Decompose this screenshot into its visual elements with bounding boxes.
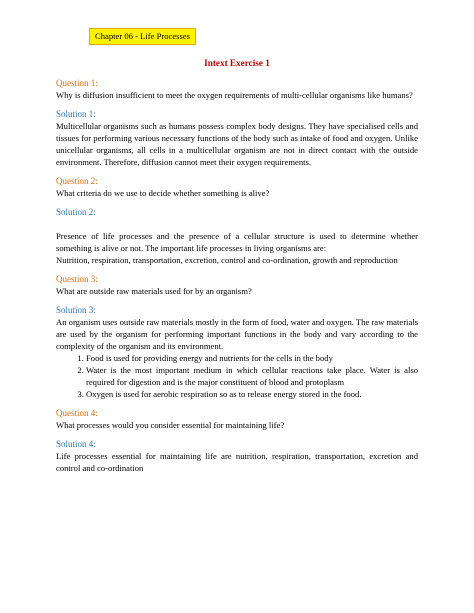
solution-2-text: Presence of life processes and the presence of a cellular structure is used to determine whether something is alive or not. The important life processes in living organisms are: xyxy=(56,231,418,253)
solution-3-text: An organism uses outside raw materials mostly in the form of food, water and oxygen. The raw materials are used by the organism for performing important functions in the body and vary according to the complexity of the organism and its environment. xyxy=(56,317,418,351)
question-2-text: What criteria do we use to decide whether something is alive? xyxy=(56,188,270,198)
question-1-text: Why is diffusion insufficient to meet the oxygen requirements of multi-cellular organisms like humans? xyxy=(56,90,413,100)
solution-1-text: Multicellular organisms such as humans possess complex body designs. They have specialised cells and tissues for performing various necessary functions of the body such as intake of food and oxygen. Unlike unicellular organisms, all cells in a multicellular organism are not in direct contact with the outside environment. Therefore, diffusion cannot meet their oxygen requirements. xyxy=(56,121,418,167)
chapter-label: Chapter 06 - Life Processes xyxy=(89,28,196,45)
solution-3-list xyxy=(56,352,418,400)
exercise-title: Intext Exercise 1 xyxy=(204,58,270,68)
list-item: 2. Water is the most important medium in which cellular reactions take place. Water is also required for digestion and is the major constituent of blood and protoplasm xyxy=(86,364,418,388)
spacer xyxy=(56,218,418,230)
list-item: 1. Food is used for providing energy and nutrients for the cells in the body xyxy=(86,352,418,364)
question-3-label: Question 3: xyxy=(56,274,98,284)
question-4-text: What processes would you consider essential for maintaining life? xyxy=(56,420,285,430)
solution-4-label: Solution 4: xyxy=(56,439,96,449)
question-4-label: Question 4: xyxy=(56,408,98,418)
question-1-label: Question 1: xyxy=(56,78,98,88)
solution-2-label: Solution 2: xyxy=(56,207,96,217)
solution-2-list-text: Nutrition, respiration, transportation, excretion, control and co-ordination, growth and reproduction xyxy=(56,255,398,265)
exercise-content xyxy=(56,70,418,474)
solution-4-text: Life processes essential for maintaining life are nutrition, respiration, transportation, excretion and control and co-ordination xyxy=(56,451,418,473)
solution-1-label: Solution 1: xyxy=(56,109,96,119)
question-2-label: Question 2: xyxy=(56,176,98,186)
question-3-text: What are outside raw materials used for by an organism? xyxy=(56,286,252,296)
list-item: 3. Oxygen is used for aerobic respiration so as to release energy stored in the food. xyxy=(86,388,418,400)
solution-3-label: Solution 3: xyxy=(56,305,96,315)
